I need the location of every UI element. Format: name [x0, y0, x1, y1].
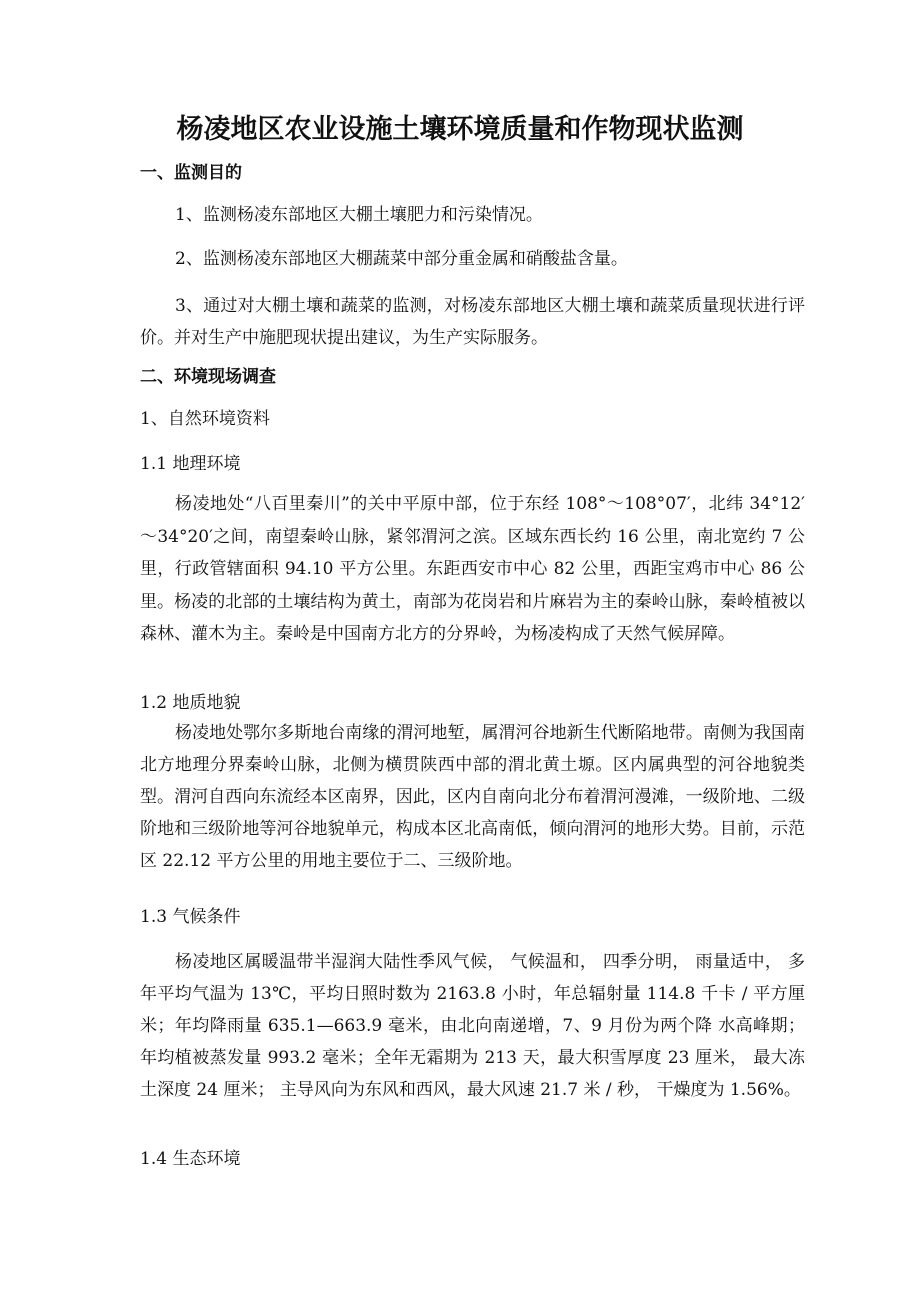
geology-paragraph: 杨凌地处鄂尔多斯地台南缘的渭河地堑，属渭河谷地新生代断陷地带。南侧为我国南北方地理分界秦岭山脉，北侧为横贯陕西中部的渭北黄土塬。区内属典型的河谷地貌类型。渭河自西向东流经本区南界，因此，区内自南向北分布着渭河漫滩，一级阶地、二级阶地和三级阶地等河谷地貌单元，构成本区北高南低，倾向渭河的地形大势。目前，示范区 22.12 平方公里的用地主要位于二、三级阶地。 — [140, 723, 805, 871]
section-heading-field-survey: 二、环境现场调查 — [140, 367, 276, 387]
geography-paragraph: 杨凌地处“八百里秦川”的关中平原中部，位于东经 108°～108°07′，北纬 34°12′～34°20′之间，南望秦岭山脉，紧邻渭河之滨。区域东西长约 16 公里，南北宽约 7 公里，行政管辖面积 94.10 平方公里。东距西安市中心 82 公里，西距宝鸡市中心 86 公里。杨凌的北部的土壤结构为黄土，南部为花岗岩和片麻岩为主的秦岭山脉，秦岭植被以森林、灌木为主。秦岭是中国南方北方的分界岭，为杨凌构成了天然气候屏障。 — [140, 494, 805, 644]
subsection-ecology-heading: 1.4 生态环境 — [140, 1149, 241, 1169]
subsection-natural-environment: 1、自然环境资料 — [140, 409, 270, 429]
purpose-item-2: 2、监测杨凌东部地区大棚蔬菜中部分重金属和硝酸盐含量。 — [175, 249, 628, 269]
subsection-climate-heading: 1.3 气候条件 — [140, 907, 241, 927]
purpose-item-1: 1、监测杨凌东部地区大棚土壤肥力和污染情况。 — [175, 205, 543, 225]
section-heading-monitoring-purpose: 一、监测目的 — [140, 163, 242, 183]
climate-paragraph: 杨凌地区属暖温带半湿润大陆性季风气候， 气候温和， 四季分明， 雨量适中， 多年平均气温为 13℃，平均日照时数为 2163.8 小时，年总辐射量 114.8 千卡 / 平方厘米；年均降雨量 635.1—663.9 毫米，由北向南递增，7、9 月份为两个降 水高峰期；年均植被蒸发量 993.2 毫米；全年无霜期为 213 天，最大积雪厚度 23 厘米， 最大冻土深度 24 厘米； 主导风向为东风和西风，最大风速 21.7 米 / 秒， 干燥度为 1.56%。 — [140, 952, 805, 1100]
purpose-item-3: 3、通过对大棚土壤和蔬菜的监测，对杨凌东部地区大棚土壤和蔬菜质量现状进行评价。并对生产中施肥现状提出建议，为生产实际服务。 — [140, 296, 805, 348]
subsection-geology-heading: 1.2 地质地貌 — [140, 693, 241, 713]
document-title: 杨凌地区农业设施土壤环境质量和作物现状监测 — [176, 114, 744, 145]
subsection-geography-heading: 1.1 地理环境 — [140, 454, 241, 474]
